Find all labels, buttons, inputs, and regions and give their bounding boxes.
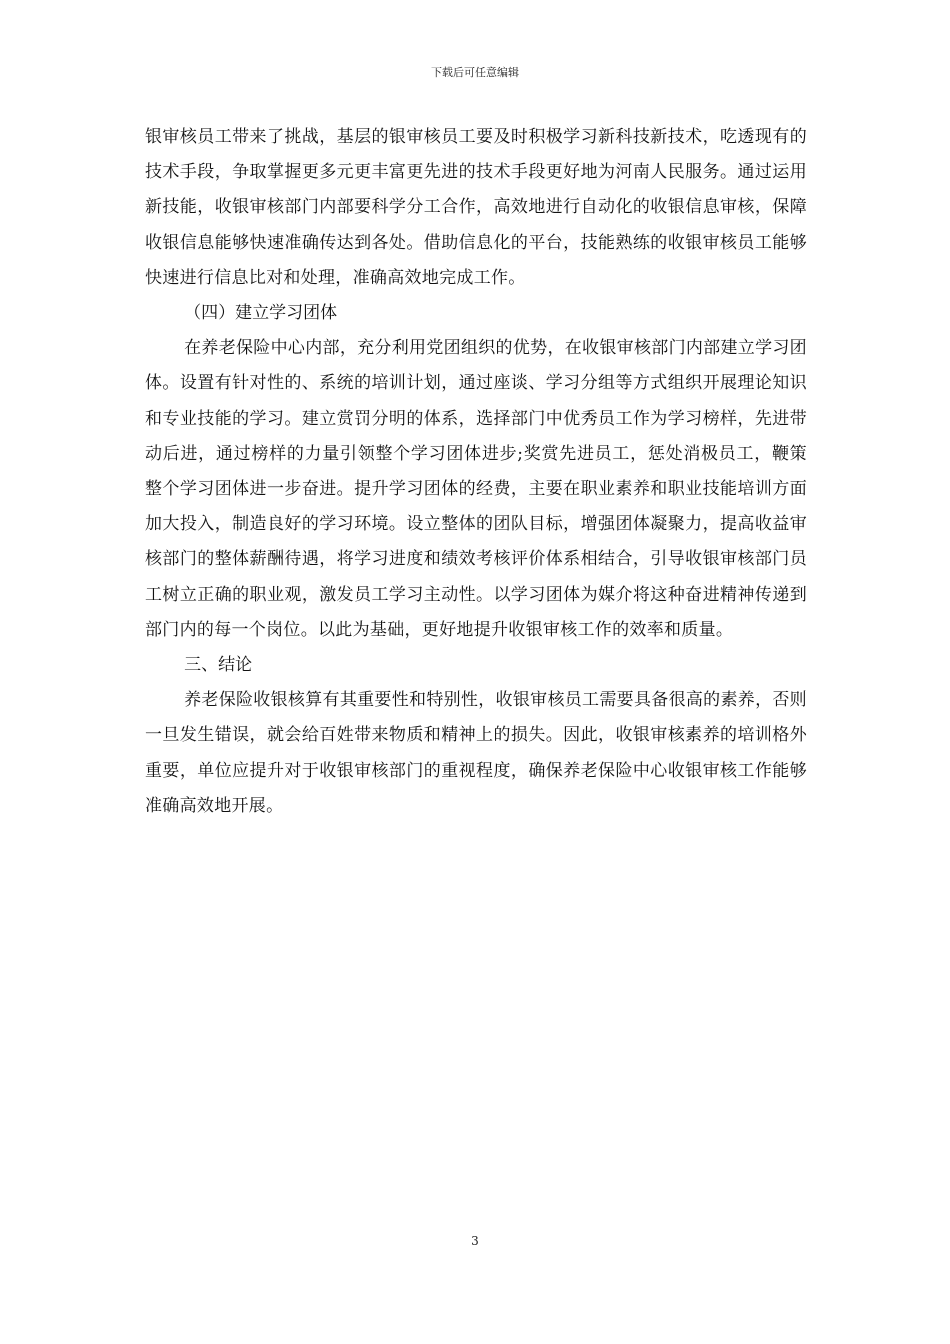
document-body — [145, 120, 807, 824]
section-heading-learning-group: （四）建立学习团体 — [184, 303, 338, 324]
paragraph-learning-group: 在养老保险中心内部，充分利用党团组织的优势，在收银审核部门内部建立学习团体。设置有针对性的、系统的培训计划，通过座谈、学习分组等方式组织开展理论知识和专业技能的学习。建立赏罚分明的体系，选择部门中优秀员工作为学习榜样，先进带动后进，通过榜样的力量引领整个学习团体进步;奖赏先进员工，惩处消极员工，鞭策整个学习团体进一步奋进。提升学习团体的经费，主要在职业素养和职业技能培训方面加大投入，制造良好的学习环境。设立整体的团队目标，增强团体凝聚力，提高收益审核部门的整体薪酬待遇，将学习进度和绩效考核评价体系相结合，引导收银审核部门员工树立正确的职业观，激发员工学习主动性。以学习团体为媒介将这种奋进精神传递到部门内的每一个岗位。以此为基础，更好地提升收银审核工作的效率和质量。 — [145, 338, 807, 640]
section-heading-conclusion: 三、结论 — [184, 655, 253, 676]
page-header: 下载后可任意编辑 — [431, 66, 519, 79]
paragraph-conclusion: 养老保险收银核算有其重要性和特别性，收银审核员工需要具备很高的素养，否则一旦发生错误，就会给百姓带来物质和精神上的损失。因此，收银审核素养的培训格外重要，单位应提升对于收银审核部门的重视程度，确保养老保险中心收银审核工作能够准确高效地开展。 — [145, 690, 807, 816]
page-number: 3 — [471, 1234, 479, 1248]
paragraph-continuation: 银审核员工带来了挑战，基层的银审核员工要及时积极学习新科技新技术，吃透现有的技术手段，争取掌握更多元更丰富更先进的技术手段更好地为河南人民服务。通过运用新技能，收银审核部门内部要科学分工合作，高效地进行自动化的收银信息审核，保障收银信息能够快速准确传达到各处。借助信息化的平台，技能熟练的收银审核员工能够快速进行信息比对和处理，准确高效地完成工作。 — [145, 127, 807, 288]
